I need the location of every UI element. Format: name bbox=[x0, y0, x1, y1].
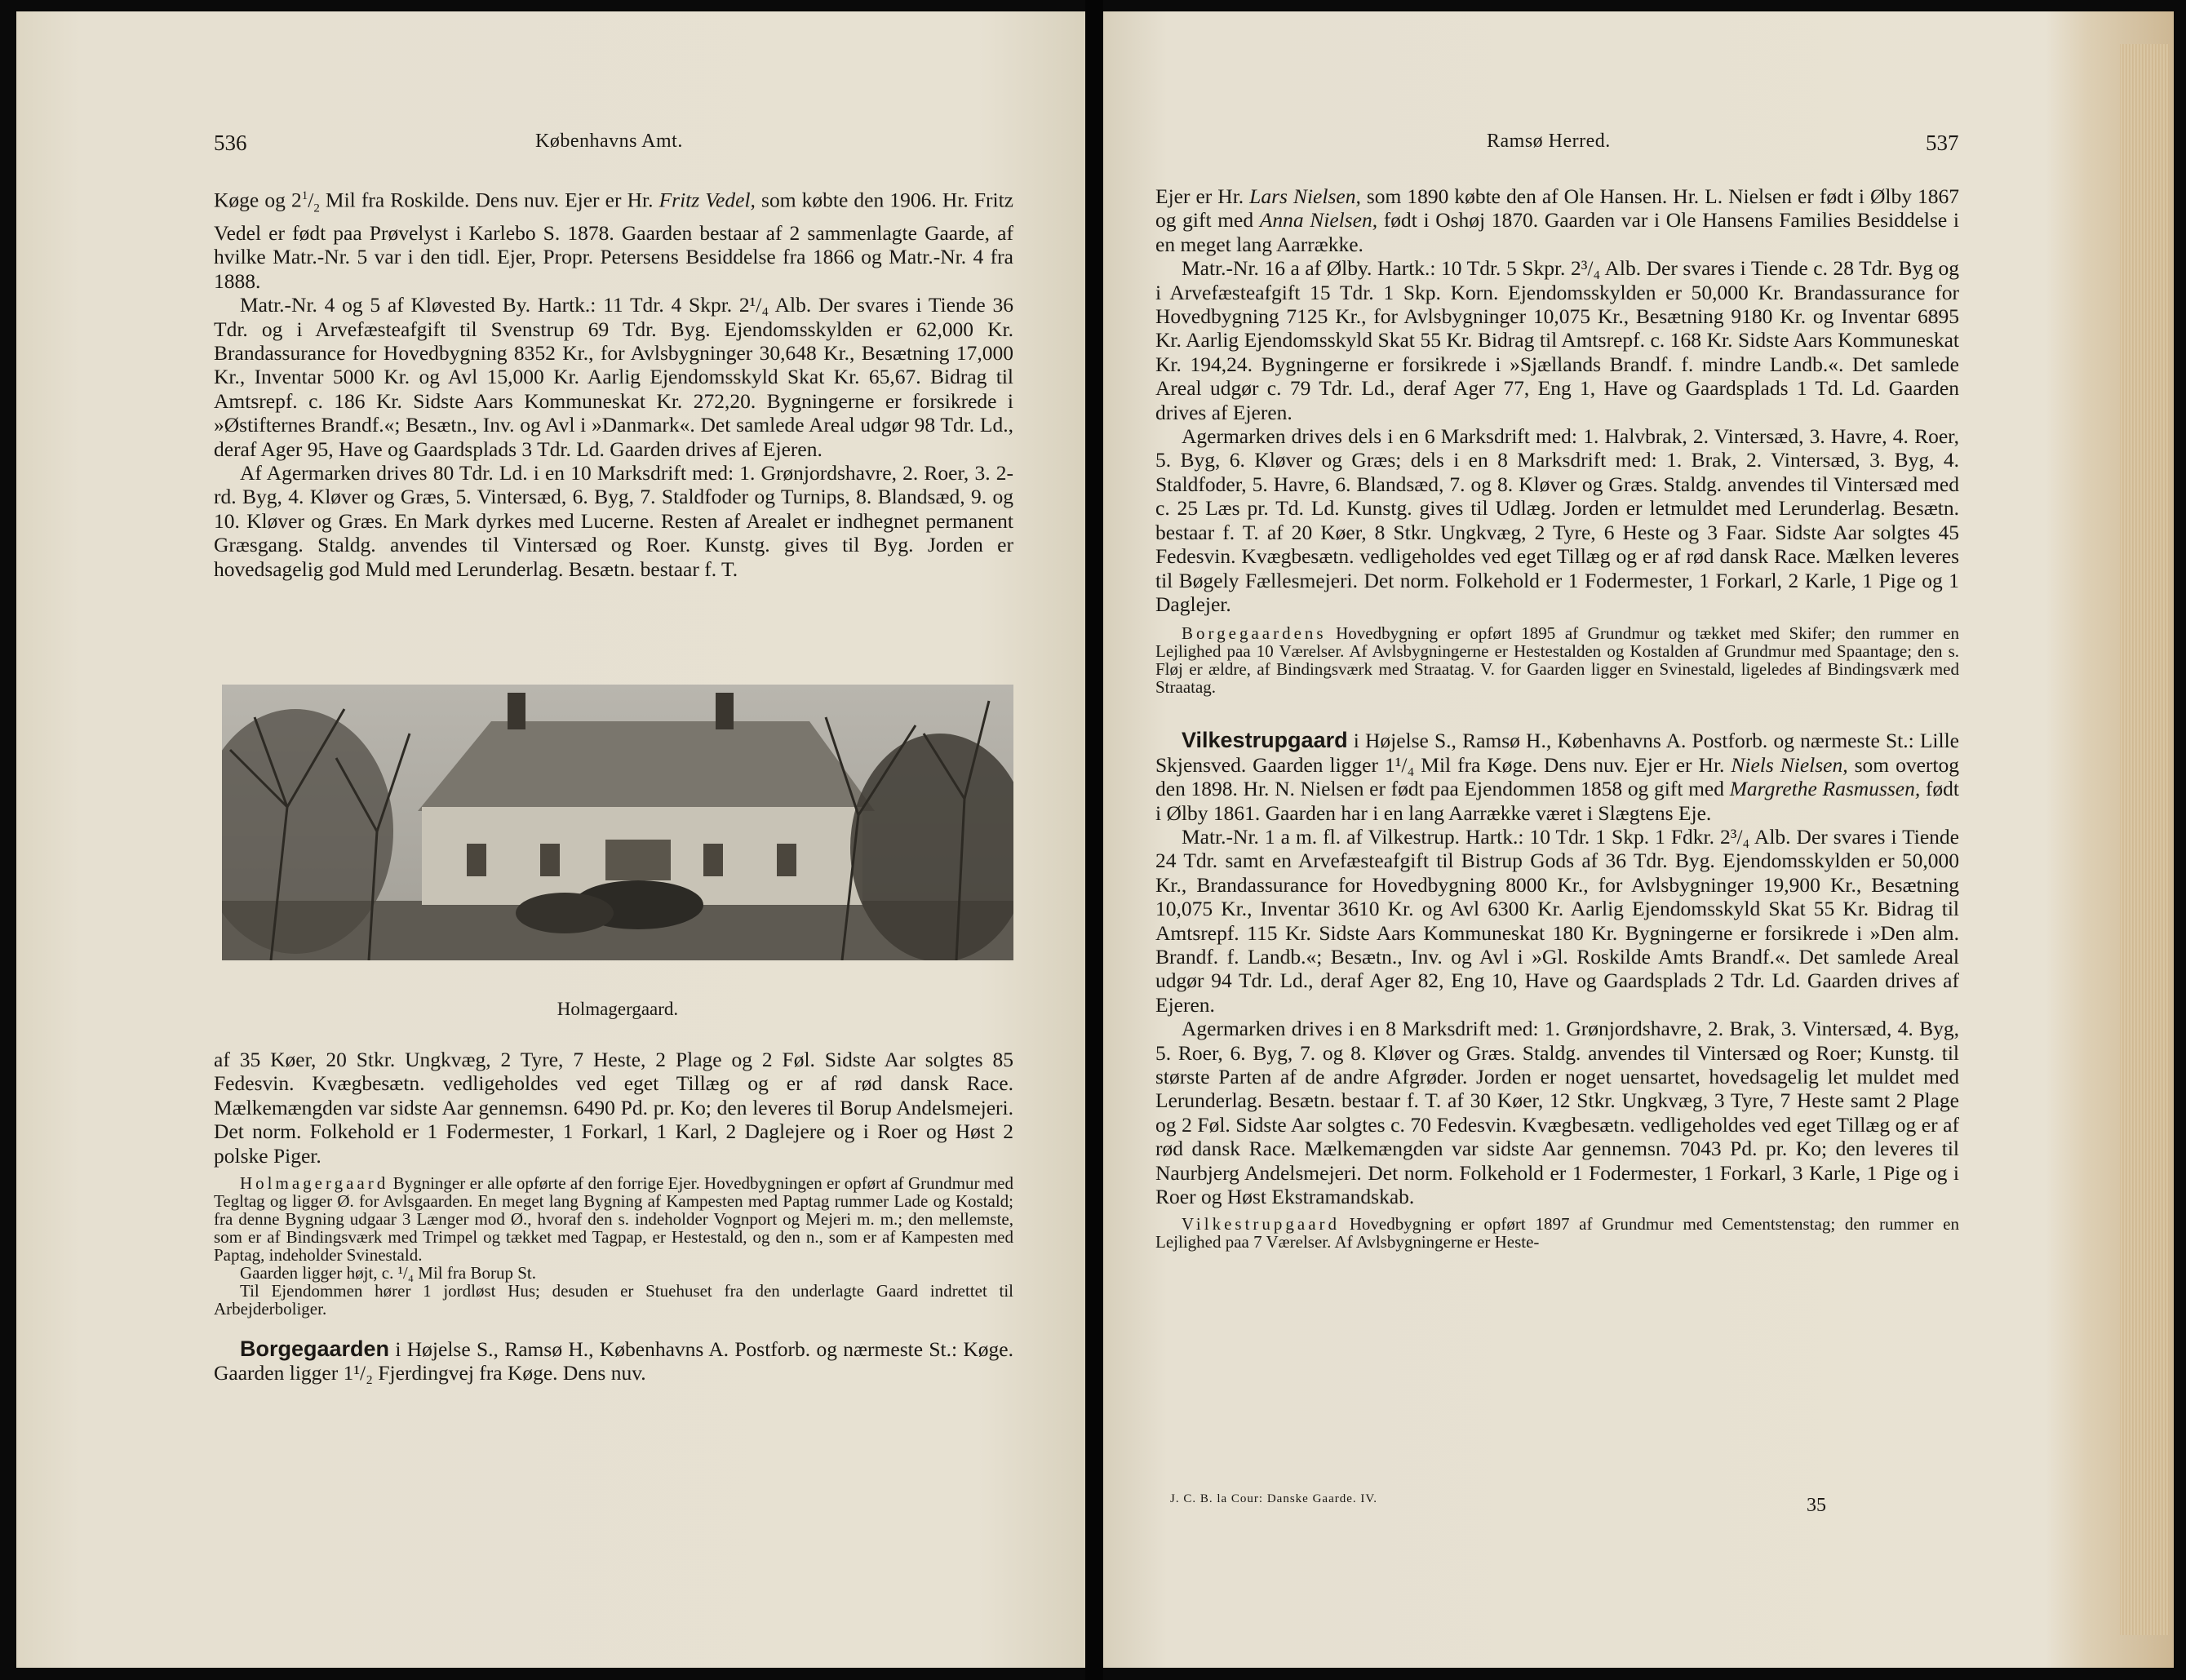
left-entry-borgegaarden: Borgegaarden i Højelse S., Ramsø H., Københavns A. Postforb. og nærmeste St.: Køge. Gaarden ligger 1¹/₂ Fjerdingvej fra Køge. Dens nuv. bbox=[214, 1336, 1013, 1385]
photo-caption: Holmagergaard. bbox=[556, 999, 679, 1019]
right-text bbox=[1155, 184, 1959, 1251]
book-gutter bbox=[1085, 0, 1103, 1680]
entry-heading: Borgegaarden bbox=[240, 1336, 390, 1362]
left-paragraph-4: af 35 Køer, 20 Stkr. Ungkvæg, 2 Tyre, 7 Heste, 2 Plage og 2 Føl. Sidste Aar solgtes 85 Fedesvin. Kvægbesætn. vedligeholdes ved eget Tillæg og er af rød dansk Race. Mælkemængden var sidste Aar gennemsn. 6490 Pd. pr. Ko; den leveres til Borup Andelsmejeri. Det norm. Folkehold er 1 Fodermester, 1 Forkarl, 1 Karl, 2 Daglejere og i Roer og Høst 2 polske Piger. bbox=[214, 1048, 1013, 1168]
left-smallprint-3: Til Ejendommen hører 1 jordløst Hus; desuden er Stuehuset fra den underlagte Gaard indrettet til Arbejderboliger. bbox=[214, 1281, 1013, 1319]
left-text-top bbox=[214, 184, 1013, 581]
page-number-left: 536 bbox=[214, 131, 247, 155]
left-page bbox=[16, 11, 1085, 1668]
right-paragraph-6: Agermarken drives i en 8 Marksdrift med: 1. Grønjordshavre, 2. Brak, 3. Vintersæd, 4. Byg, 5. Roer, 6. Byg, 7. og 8. Kløver og Græs. Staldg. anvendes til Vintersæd og Roer; Kunstg. til største Parten af de andre Afgrøder. Jorden er noget uensartet, hovedsagelig let muldet med Lerunderlag. Besætn. bestaar f. T. af 30 Køer, 12 Stkr. Ungkvæg, 3 Tyre, 7 Heste samt 2 Plage og 2 Føl. Sidste Aar solgtes c. 70 Fedesvin. Kvægbesætn. vedligeholdes ved eget Tillæg og er af rød dansk Race. Mælkemængden var sidste Aar gennemsn. 7043 Pd. pr. Ko; den leveres til Naurbjerg Andelsmejeri. Det norm. Folkehold er 1 Fodermester, 1 Forkarl, 3 Karle, 1 Pige og i Roer og Høst Ekstramandskab. bbox=[1155, 1017, 1959, 1209]
left-text-bottom bbox=[214, 1048, 1013, 1385]
right-paragraph-2: Matr.-Nr. 16 a af Ølby. Hartk.: 10 Tdr. 5 Skpr. 2³/₄ Alb. Der svares i Tiende c. 28 Tdr. Byg og i Arvefæsteafgift 15 Tdr. 1 Skp. Korn. Ejendomsskylden er 50,000 Kr. Brandassurance for Hovedbygning 7125 Kr., for Avlsbygninger 10,075 Kr., Besætning 9180 Kr. og Inventar 6895 Kr. Aarlig Ejendomsskyld Skat 55 Kr. Bidrag til Amtsrepf. c. 168 Kr. Sidste Aars Kommuneskat Kr. 194,24. Bygningerne er forsikrede i »Sjællands Brandf. f. mindre Landb.«. Det samlede Areal udgør c. 79 Tdr. Ld., deraf Ager 77, Eng 1, Have og Gaardsplads 1 Td. Ld. Gaarden drives af Ejeren. bbox=[1155, 256, 1959, 424]
holmagergaard-photo-image bbox=[222, 685, 1013, 960]
owner-name: Fritz Vedel, bbox=[658, 188, 756, 212]
signature-mark: 35 bbox=[1807, 1495, 1826, 1516]
left-smallprint-1: Holmagergaard Bygninger er alle opførte af den forrige Ejer. Hovedbygningen er opført af Grundmur med Tegltag og ligger Ø. for Avlsgaarden. En meget lang Bygning af Kampesten med Paptag rummer Lade og Kostald; fra denne Bygning udgaar 3 Længer mod Ø., hvoraf den s. indeholder Vognport og Mejeri m. m.; den mellemste, som er af Bindingsværk med Trimpel og tækket med Tagpap, er Hestestald, og den n., som er af Kampesten med Paptag, indeholder Svinestald. bbox=[214, 1173, 1013, 1266]
footer-imprint: J. C. B. la Cour: Danske Gaarde. IV. bbox=[1170, 1492, 1378, 1505]
running-head-left: Københavns Amt. bbox=[535, 131, 683, 152]
right-paragraph-3: Agermarken drives dels i en 6 Marksdrift med: 1. Halvbrak, 2. Vintersæd, 3. Havre, 4. Roer, 5. Byg, 6. Kløver og Græs; dels i en 8 Marksdrift med: 1. Brak, 2. Vintersæd, 3. Byg, 4. Staldfoder, 5. Havre, 6. Blandsæd, 7. og 8. Kløver og Græs. Staldg. anvendes til Vintersæd med c. 25 Læs pr. Td. Ld. Kunstg. gives til Udlæg. Jorden er letmuldet med Lerunderlag. Besætn. bestaar f. T. af 20 Køer, 8 Stkr. Ungkvæg, 2 Tyre, 6 Heste og 3 Faar. Sidste Aar solgtes 45 Fedesvin. Kvægbesætn. vedligeholdes ved eget Tillæg og er af rød dansk Race. Mælken leveres til Bøgely Fællesmejeri. Det norm. Folkehold er 1 Fodermester, 1 Forkarl, 2 Karle, 1 Pige og 1 Daglejer. bbox=[1155, 424, 1959, 616]
page-edges bbox=[2120, 44, 2169, 1635]
left-paragraph-2: Matr.-Nr. 4 og 5 af Kløvested By. Hartk.: 11 Tdr. 4 Skpr. 2¹/₄ Alb. Der svares i Tiende 36 Tdr. og i Arvefæsteafgift til Svenstrup 69 Tdr. Byg. Ejendomsskylden er 62,000 Kr. Brandassurance for Hovedbygning 8352 Kr., for Avlsbygninger 30,648 Kr., Besætning 17,000 Kr., Inventar 5000 Kr. og Avl 15,000 Kr. Aarlig Ejendomsskyld Skat Kr. 65,67. Bidrag til Amtsrepf. c. 186 Kr. Sidste Aars Kommuneskat Kr. 272,20. Bygningerne er forsikrede i »Østifternes Brandf.«; Besætn., Inv. og Avl i »Danmark«. Det samlede Areal udgør 98 Tdr. Ld., deraf Ager 95, Have og Gaardsplads 3 Tdr. Ld. Gaarden drives af Ejeren. bbox=[214, 293, 1013, 461]
left-paragraph-1: Køge og $2^1/_2$ Mil fra Roskilde. Dens nuv. Ejer er Hr. Fritz Vedel, som købte den 1906. Hr. Fritz Vedel er født paa Prøvelyst i Karlebo S. 1878. Gaarden bestaar af 2 sammenlagte Gaarde, af hvilke Matr.-Nr. 5 var i den tidl. Ejer, Propr. Petersens Besiddelse fra 1866 og Matr.-Nr. 4 fra 1888. bbox=[214, 188, 1013, 293]
right-smallprint-1: Borgegaardens Hovedbygning er opført 1895 af Grundmur og tækket med Skifer; den rummer en Lejlighed paa 10 Værelser. Af Avlsbygningerne er Hestestalden og Kostalden af Grundmur med Spaantage; den s. Fløj er ældre, af Bindingsværk med Straatag. V. for Gaarden ligger en Svinestald, ligeledes af Bindingsværk med Straatag. bbox=[1155, 623, 1959, 698]
farmhouse-photo bbox=[222, 685, 1013, 960]
right-page bbox=[1103, 11, 2174, 1668]
right-smallprint-2: Vilkestrupgaard Hovedbygning er opført 1897 af Grundmur med Cementstenstag; den rummer en Lejlighed paa 7 Værelser. Af Avlsbygningerne er Heste- bbox=[1155, 1214, 1959, 1252]
page-number-right: 537 bbox=[1926, 131, 1959, 155]
left-paragraph-3: Af Agermarken drives 80 Tdr. Ld. i en 10 Marksdrift med: 1. Grønjordshavre, 2. Roer, 3. 2-rd. Byg, 4. Kløver og Græs, 5. Vintersæd, 6. Byg, 7. Staldfoder og Turnips, 8. Blandsæd, 9. og 10. Kløver og Græs. En Mark dyrkes med Lucerne. Resten af Arealet er indhegnet permanent Græsgang. Staldg. anvendes til Vintersæd og Roer. Kunstg. gives til Byg. Jorden er hovedsagelig god Muld med Lerunderlag. Besætn. bestaar f. T. bbox=[214, 461, 1013, 581]
running-head-right: Ramsø Herred. bbox=[1487, 131, 1611, 152]
right-paragraph-1: Ejer er Hr. Lars Nielsen, som 1890 købte den af Ole Hansen. Hr. L. Nielsen er født i Ølby 1867 og gift med Anna Nielsen, født i Oshøj 1870. Gaarden var i Ole Hansens Families Besiddelse i en meget lang Aarrække. bbox=[1155, 184, 1960, 256]
left-smallprint-2: Gaarden ligger højt, c. ¹/₄ Mil fra Borup St. bbox=[240, 1263, 536, 1283]
right-entry-vilkestrupgaard: Vilkestrupgaard i Højelse S., Ramsø H., Københavns A. Postforb. og nærmeste St.: Lille Skjensved. Gaarden ligger 1¹/₄ Mil fra Køge. Dens nuv. Ejer er Hr. Niels Nielsen, som overtog den 1898. Hr. N. Nielsen er født paa Ejendommen 1858 og gift med Margrethe Rasmussen, født i Ølby 1861. Gaarden har i en lang Aarrække været i Slægtens Eje. bbox=[1155, 728, 1960, 825]
left-smallprint bbox=[214, 1174, 1013, 1318]
entry-heading-vilkestrupgaard: Vilkestrupgaard bbox=[1182, 728, 1348, 753]
right-paragraph-5: Matr.-Nr. 1 a m. fl. af Vilkestrup. Hartk.: 10 Tdr. 1 Skp. 1 Fdkr. 2³/₄ Alb. Der svares i Tiende 24 Tdr. samt en Arvefæsteafgift til Bistrup Gods af 36 Tdr. Byg. Ejendomsskylden er 50,000 Kr., Brandassurance for Hovedbygning 8000 Kr., for Avlsbygninger 19,900 Kr., Besætning 10,075 Kr., Inventar 3610 Kr. og Avl 6300 Kr. Aarlig Ejendomsskyld Skat 55 Kr. Bidrag til Amtsrepf. 115 Kr. Sidste Aars Kommuneskat 180 Kr. Bygningerne er forsikrede i »Den alm. Brandf. f. Landb.«; Besætn., Inv. og Avl i »Gl. Roskilde Amts Brandf.«. Det samlede Areal udgør 94 Tdr. Ld., deraf Ager 82, Eng 10, Have og Gaardsplads 2 Tdr. Ld. Gaarden drives af Ejeren. bbox=[1155, 824, 1959, 1017]
